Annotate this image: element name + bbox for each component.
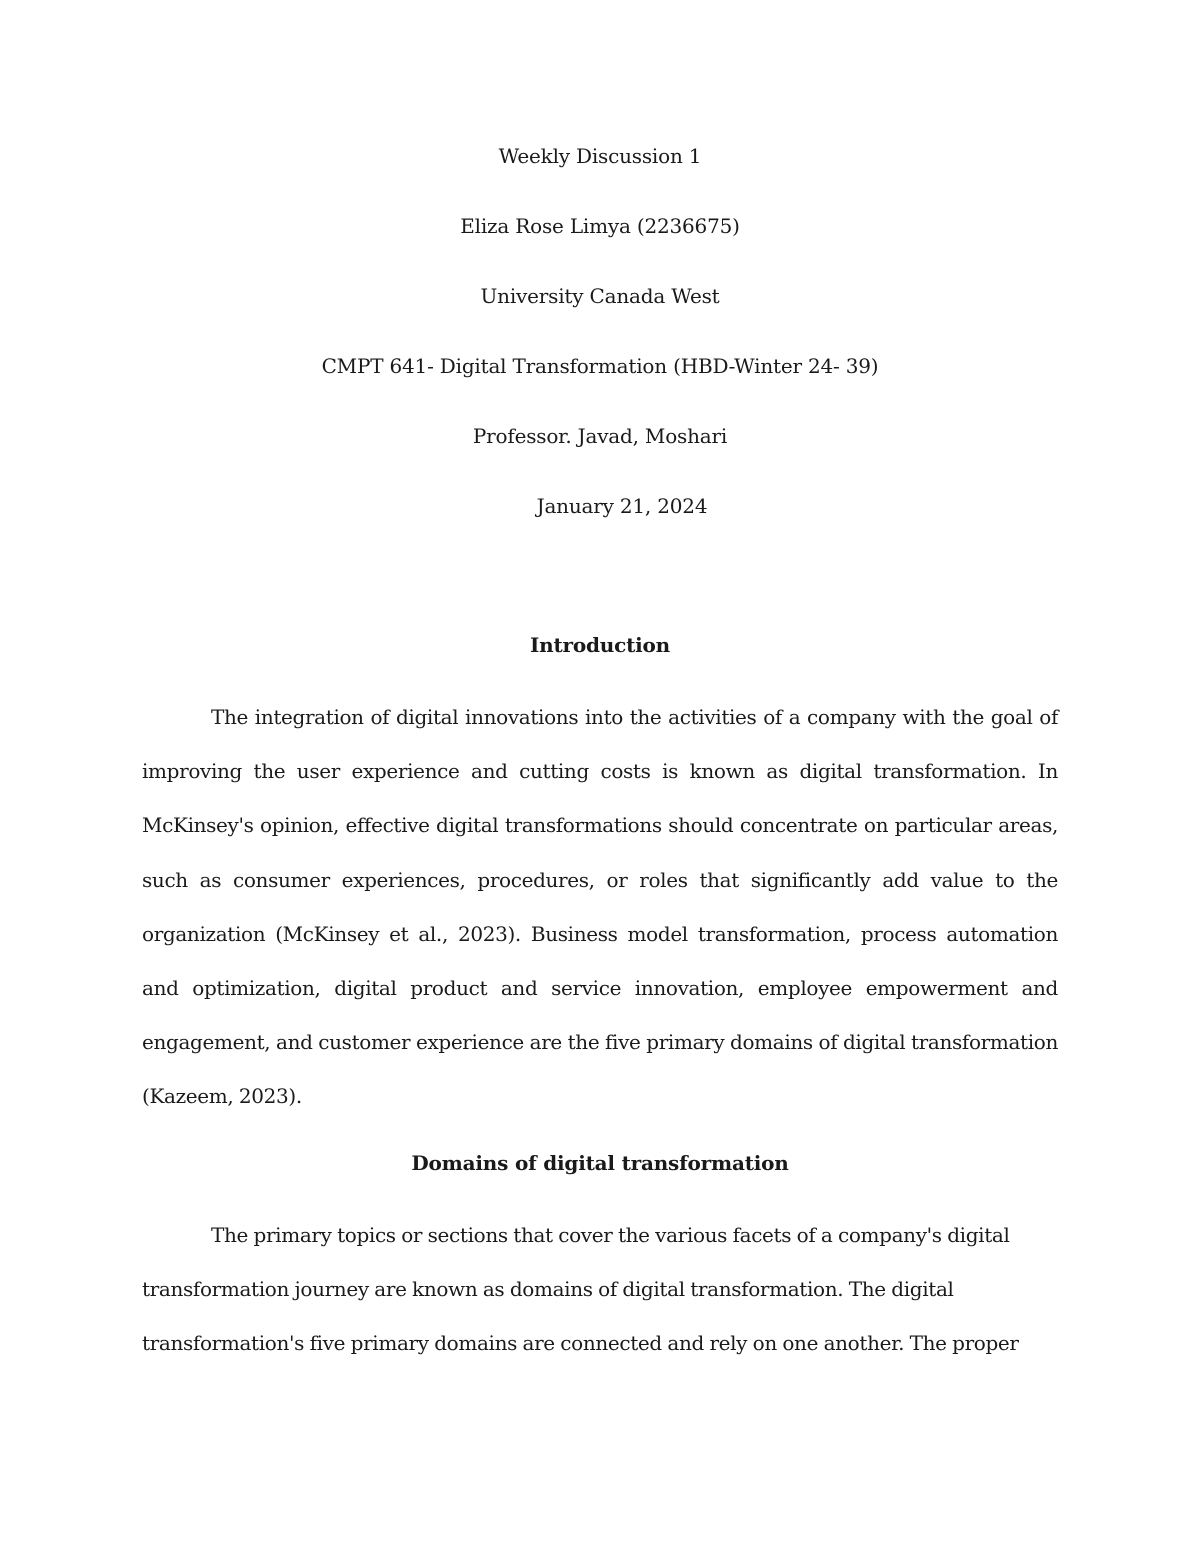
document-title: Weekly Discussion 1 <box>498 144 702 168</box>
institution-name: University Canada West <box>480 284 720 308</box>
section-heading-domains: Domains of digital transformation <box>411 1151 789 1175</box>
course-name: CMPT 641- Digital Transformation (HBD-Winter 24- 39) <box>321 354 879 378</box>
author-name: Eliza Rose Limya (2236675) <box>460 214 740 238</box>
domains-paragraph-text: The primary topics or sections that cover the various facets of a company's digital transformation journey are known as domains of digital transformation. The digital transformation's five primary domains are connected and rely on one another. The proper <box>142 1223 1019 1356</box>
document-date: January 21, 2024 <box>536 494 708 518</box>
introduction-paragraph <box>142 690 1058 1124</box>
title-page-block <box>0 138 1200 558</box>
professor-name: Professor. Javad, Moshari <box>472 424 728 448</box>
section-heading-introduction: Introduction <box>529 633 671 657</box>
introduction-paragraph-text: The integration of digital innovations into the activities of a company with the goal of improving the user experience and cutting costs is known as digital transformation. In McKinsey's opinion, effective digital transformations should concentrate on particular areas, such as consumer experiences, procedures, or roles that significantly add value to the organization (McKinsey et al., 2023). Business model transformation, process automation and optimization, digital product and service innovation, employee empowerment and engagement, and customer experience are the five primary domains of digital transformation (Kazeem, 2023). <box>142 705 1058 1109</box>
domains-paragraph <box>142 1208 1022 1371</box>
